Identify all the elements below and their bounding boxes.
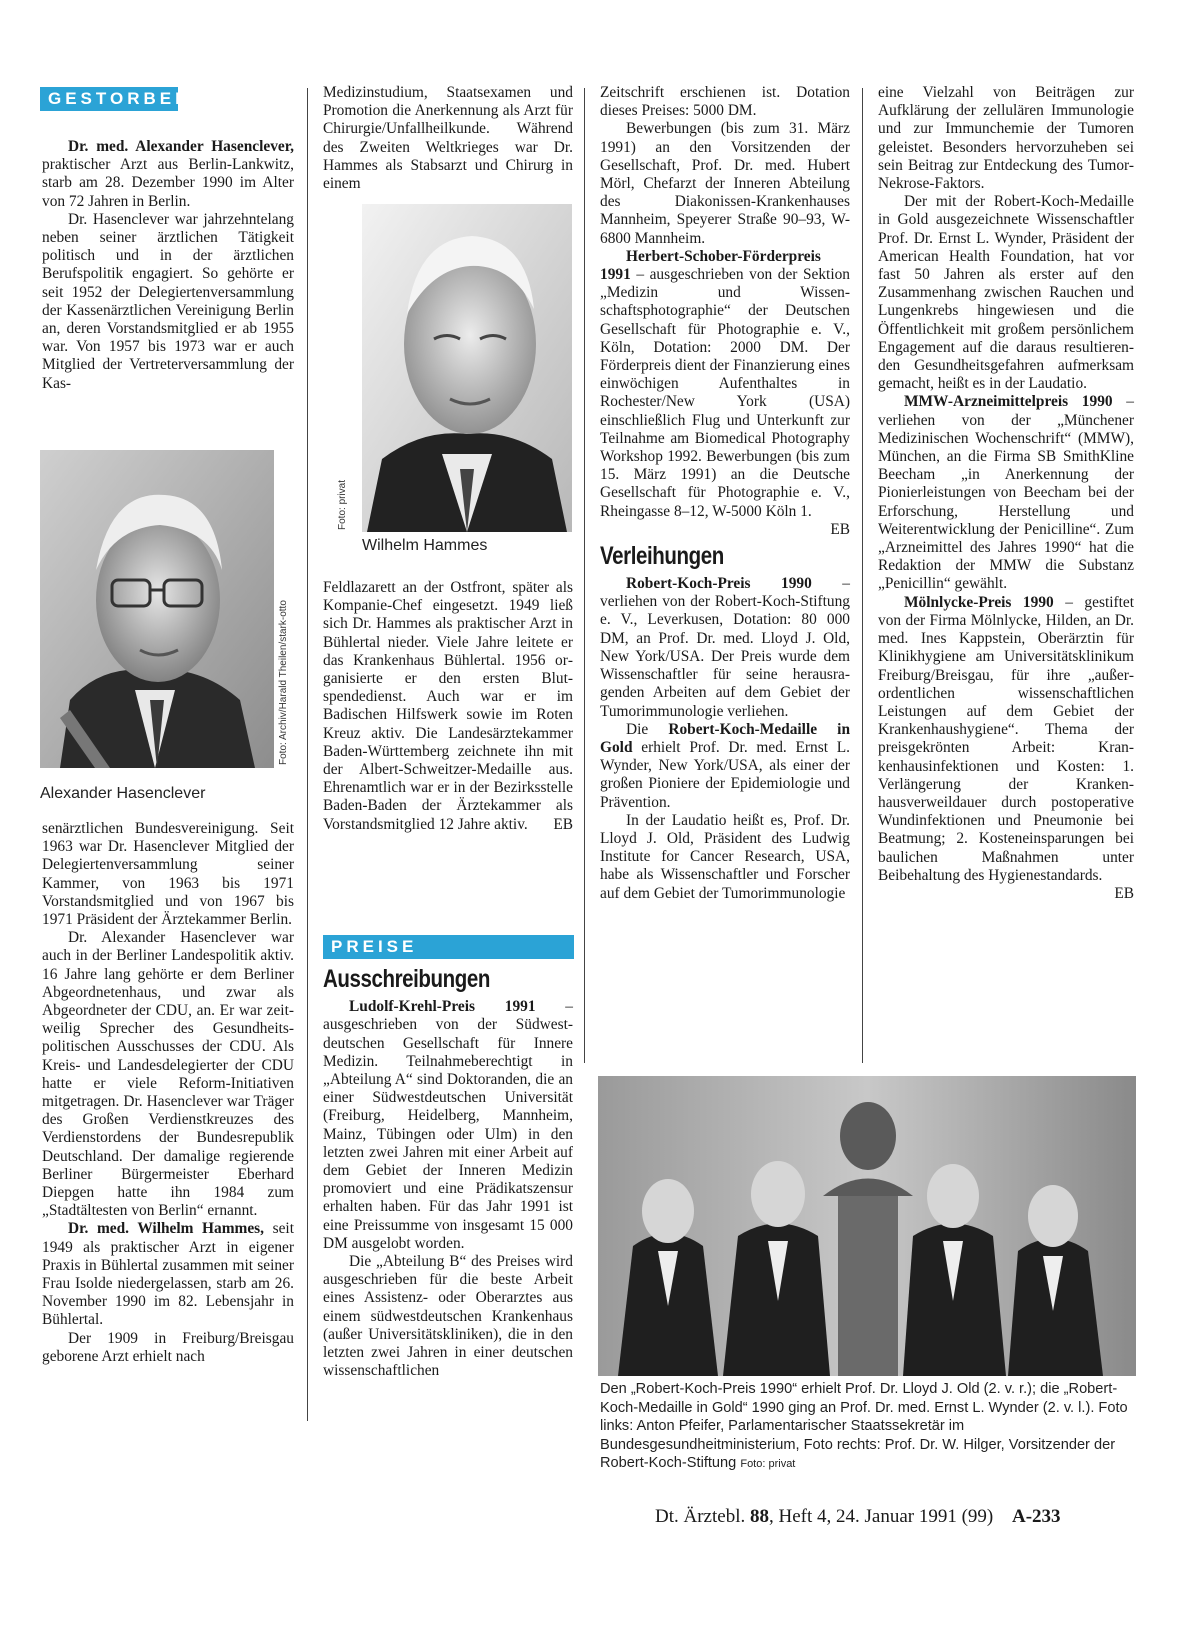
photo-caption-hasenclever: Alexander Hasenclever [40,785,206,802]
prize-entry: Ludolf-Krehl-Preis 1991 – ausgeschrieben von der Südwestdeutschen Gesellschaft für Innere Medizin. Teilnahmeberechtigt in „Abteilung A“ sind Doktoranden, die an einer Südwestdeutschen Universität (Freiburg, Heidelberg, Mannheim, Mainz, Tübingen oder Ulm) in den letzten zwei Jahren mit einer Arbeit auf dem Gebiet der Inneren Medizin promoviert und eine Prädikatszensur erhalten haben. Für das Jahr 1991 ist eine Preissumme von insgesamt 15 000 DM ausgelobt worden. [323,998,573,1252]
paragraph: Dr. Alexander Hasenclever war auch in der Berliner Landespolitik aktiv. 16 Jahre lang gehörte er dem Berliner Abgeordnetenhaus, und zwar als Abgeordneter der CDU, an. Er war zeitweilig Sprecher des Gesundheitspolitischen Ausschusses der CDU. Als Kreis- und Landesdelegierter der CDU hatte er viele Reform-Initiativen mitgetragen. Dr. Hasenclever war Träger des Großen Verdienstkreuzes des Verdienstordens der Bundesrepublik Deutschland. Der damalige regierende Berliner Bürgermeister Eberhard Diepgen hatte ihn 1984 zum „Stadtältesten von Berlin“ ernannt. [42,929,294,1220]
prize-entry: Herbert-Schober-Förderpreis 1991 – ausgeschrieben von der Sektion „Medizin und Wissenschaftsphotographie“ der Deutschen Gesellschaft für Photographie e. V., Köln, Dotation: 2000 DM. Der Förderpreis dient der Finanzierung eines einwöchigen Aufenthaltes in Rochester/New York (USA) einschließlich Flug und Unterkunft zur Teilnahme am Biomedical Photography Workshop 1992. Bewerbungen (bis zum 15. März 1991) an die Deutsche Gesellschaft für Photographie e. V., Rheingasse 8–12, W-5000 Köln 1. EB [600,247,850,538]
column-4 [878,84,1134,903]
column-1-bottom [42,820,294,1366]
column-2-bottom [323,965,573,1380]
author-signature: EB [830,520,850,538]
obituary-hasenclever-intro: Dr. med. Alexander Hasenclever, praktischer Arzt aus Berlin-Lankwitz, starb am 28. Dezember 1990 im Alter von 72 Jahren in Berlin. [42,138,294,210]
prize-name: Ludolf-Krehl-Preis 1991 [349,998,536,1016]
portrait-image [362,204,572,532]
portrait-image [40,450,274,768]
paragraph: Der 1909 in Freiburg/Breisgau geborene Arzt erhielt nach [42,1329,294,1365]
paragraph: Zeitschrift erschienen ist. Dotation dieses Preises: 5000 DM. [600,84,850,120]
person-name: Dr. med. Alexander Hasenclever, [68,138,294,155]
portrait-photo-hammes [362,204,572,532]
volume-number: 88 [749,1506,769,1527]
paragraph: senärztlichen Bundesvereinigung. Seit 1963 war Dr. Hasenclever Mitglied der Delegiertenversammlung seiner Kammer, von 1963 bis 1971 Vorstandsmitglied und von 1967 bis 1971 Präsident der Ärztekammer Berlin. [42,820,294,929]
group-photo-award-ceremony [598,1076,1136,1376]
photo-credit: Foto: Archiv/Harald Theilen/stark-otto [278,600,289,765]
paragraph: eine Vielzahl von Beiträgen zur Aufklärung der zellulären Immunologie und zur Immunchemie der Tumoren geleistet. Besonders hervorzuheben sei sein Beitrag zur Entdeckung des Tumor-Nekrose-Faktors. [878,84,1134,193]
section-label-died: GESTORBEN [40,87,178,111]
paragraph: In der Laudatio heißt es, Prof. Dr. Lloyd J. Old, Präsident des Ludwig Institute for Cancer Research, USA, habe als Wissenschaftler und Forscher auf dem Gebiet der Tumorimmunologie [600,811,850,902]
page-footer [655,1506,1061,1528]
group-photo-caption: Den „Robert-Koch-Preis 1990“ erhielt Prof. Dr. Lloyd J. Old (2. v. r.); die „Robert-Koch-Medaille in Gold“ 1990 ging an Prof. Dr. med. Ernst L. Wynder (2. v. l.). Foto links: Anton Pfeifer, Parlamentarischer Staatssekretär im Bundesgesundheitministerium, Foto rechts: Prof. Dr. W. Hilger, Vorsitzender der Robert-Koch-Stiftung Foto: privat [600,1381,1128,1472]
paragraph: Bewerbungen (bis zum 31. März 1991) an den Vorsitzenden der Gesellschaft, Prof. Dr. med. Hubert Mörl, Chefarzt der Inneren Abteilung des Diakonissen-Krankenhauses Mannheim, Speyerer Straße 90–93, W-6800 Mannheim. [600,120,850,247]
author-signature: EB [553,815,573,833]
paragraph: Dr. Hasenclever war jahrzehntelang neben seiner ärztlichen Tätigkeit politisch und in der ärztlichen Berufspolitik engagiert. So gehörte er seit 1952 der Delegiertenversammlung der Kassenärztlichen Vereinigung Berlin an, deren Vorstandsmitglied er ab 1955 war. Von 1957 bis 1973 war er auch Mitglied der Vertreterversammlung der Kas- [42,210,294,392]
person-name: Dr. med. Wilhelm Hammes, [68,1220,265,1238]
paragraph: Die „Abteilung B“ des Preises wird ausgeschrieben für die beste Arbeit eines Assistenz- oder Oberarztes aus einem südwestdeutschen Krankenhaus (außer Universitätskliniken), die in den letzten zwei Jahren in einer deutschen wissenschaftlichen [323,1253,573,1380]
paragraph: Der mit der Robert-Koch-Medaille in Gold ausgezeichnete Wissenschaftler Prof. Dr. Ernst L. Wynder, Präsident der American Health Foundation, hat vor fast 50 Jahren als erster auf den Zusammenhang zwischen Rauchen und Lungenkrebs hingewiesen und die Öffentlichkeit mit großem persönlichem Engagement auf die daraus resultierenden Gesundheitsgefahren aufmerksam gemacht, heißt es in der Laudatio. [878,193,1134,393]
photo-credit: Foto: privat [337,479,348,530]
prize-name: Robert-Koch-Preis 1990 [626,575,812,593]
column-2-top [323,84,573,193]
obituary-hammes-intro: Dr. med. Wilhelm Hammes, seit 1949 als praktischer Arzt in eigener Praxis in Bühlertal zusammen mit seiner Frau Isolde niedergelassen, starb am 26. November 1990 im 82. Lebensjahr in Bühlertal. [42,1220,294,1329]
photo-credit: Foto: privat [740,1458,796,1471]
section-label-prizes: PREISE [323,935,574,959]
photo-caption-hammes: Wilhelm Hammes [362,537,488,554]
prize-entry: Robert-Koch-Preis 1990 – verliehen von der Robert-Koch-Stiftung e. V., Leverkusen, Dotation: 80 000 DM, an Prof. Dr. med. Lloyd J. Old, New York/USA. Der Preis wurde dem Wissenschaftler für seine herausragenden Arbeiten auf dem Gebiet der Tumorimmunologie verliehen. [600,575,850,720]
prize-name: Herbert-Schober-Förderpreis 1991 [600,247,821,284]
column-rule [584,88,585,1063]
heading-awards: Verleihungen [600,541,724,570]
paragraph: Feldlazarett an der Ostfront, später als Kompanie-Chef eingesetzt. 1949 ließ sich Dr. Hammes als praktischer Arzt in Bühlertal nieder. Viele Jahre leitete er das Krankenhaus Bühlertal. 1956 organisierte er den ersten Blutspendedienst. Auch war er im Badischen Hilfswerk sowie im Roten Kreuz aktiv. Die Landesärztekammer Baden-Württemberg zeichnete ihn mit der Albert-Schweitzer-Medaille aus. Ehrenamtlich war er in der Bezirksstelle Baden-Baden der Ärztekammer als Vorstandsmitglied 12 Jahre aktiv. EB [323,579,573,833]
author-signature: EB [1114,884,1134,902]
column-3 [600,84,850,903]
column-rule [307,88,308,1421]
prize-name: Robert-Koch-Medaille in Gold [600,720,850,756]
prize-entry: Mölnlycke-Preis 1990 – gestiftet von der Firma Mölnlycke, Hilden, an Dr. med. Ines Kappstein, Oberärztin für Klinikhygiene am Universitätsklinikum Freiburg/Breisgau, für ihre „außerordentlichen wissenschaftlichen Leistungen auf dem Gebiet der Krankenhaushygiene“. Thema der preisgekrönten Arbeit: Krankenhausinfektionen und Kosten: 1. Verlängerung der Krankenhausverweildauer durch postoperative Wundinfektionen und Pneumonie bei Beatmung; 2. Kosteneinsparungen bei baulichen Maßnahmen unter Beibehaltung des Hygienestandards. EB [878,593,1134,902]
prize-name: MMW-Arzneimittelpreis 1990 [904,393,1113,411]
column-2-middle [323,579,573,834]
issue-info: , Heft 4, 24. Januar 1991 (99) [768,1506,994,1527]
prize-entry: MMW-Arzneimittelpreis 1990 – verliehen von der „Münchener Medizinischen Wochenschrift“ (MMW), München, an die Firma SB SmithKline Beecham „in Anerkennung der Pionierleistungen von Beecham bei der Erforschung, Herstellung und Weiterentwicklung der Penicilline“. Zum „Arzneimittel des Jahres 1990“ hat die Redaktion der MMW die Substanz „Penicillin“ gewählt. [878,393,1134,593]
paragraph: Medizinstudium, Staatsexamen und Promotion die Anerkennung als Arzt für Chirurgie/Unfallheilkunde. Während des Zweiten Weltkrieges war Dr. Hammes als Stabsarzt und Chirurg in einem [323,84,573,193]
prize-entry: Die Robert-Koch-Medaille in Gold erhielt Prof. Dr. med. Ernst L. Wynder, New York/USA, als einer der großen Pioniere der Epidemiologie und Prävention. [600,720,850,811]
portrait-photo-hasenclever [40,450,274,768]
prize-name: Mölnlycke-Preis 1990 [904,593,1054,611]
heading-announcements: Ausschreibungen [323,965,490,993]
page-number: A-233 [1012,1506,1061,1527]
column-1-top [42,138,294,393]
column-rule [862,88,863,1063]
journal-name: Dt. Ärztebl. [655,1506,750,1527]
group-image [598,1076,1136,1376]
